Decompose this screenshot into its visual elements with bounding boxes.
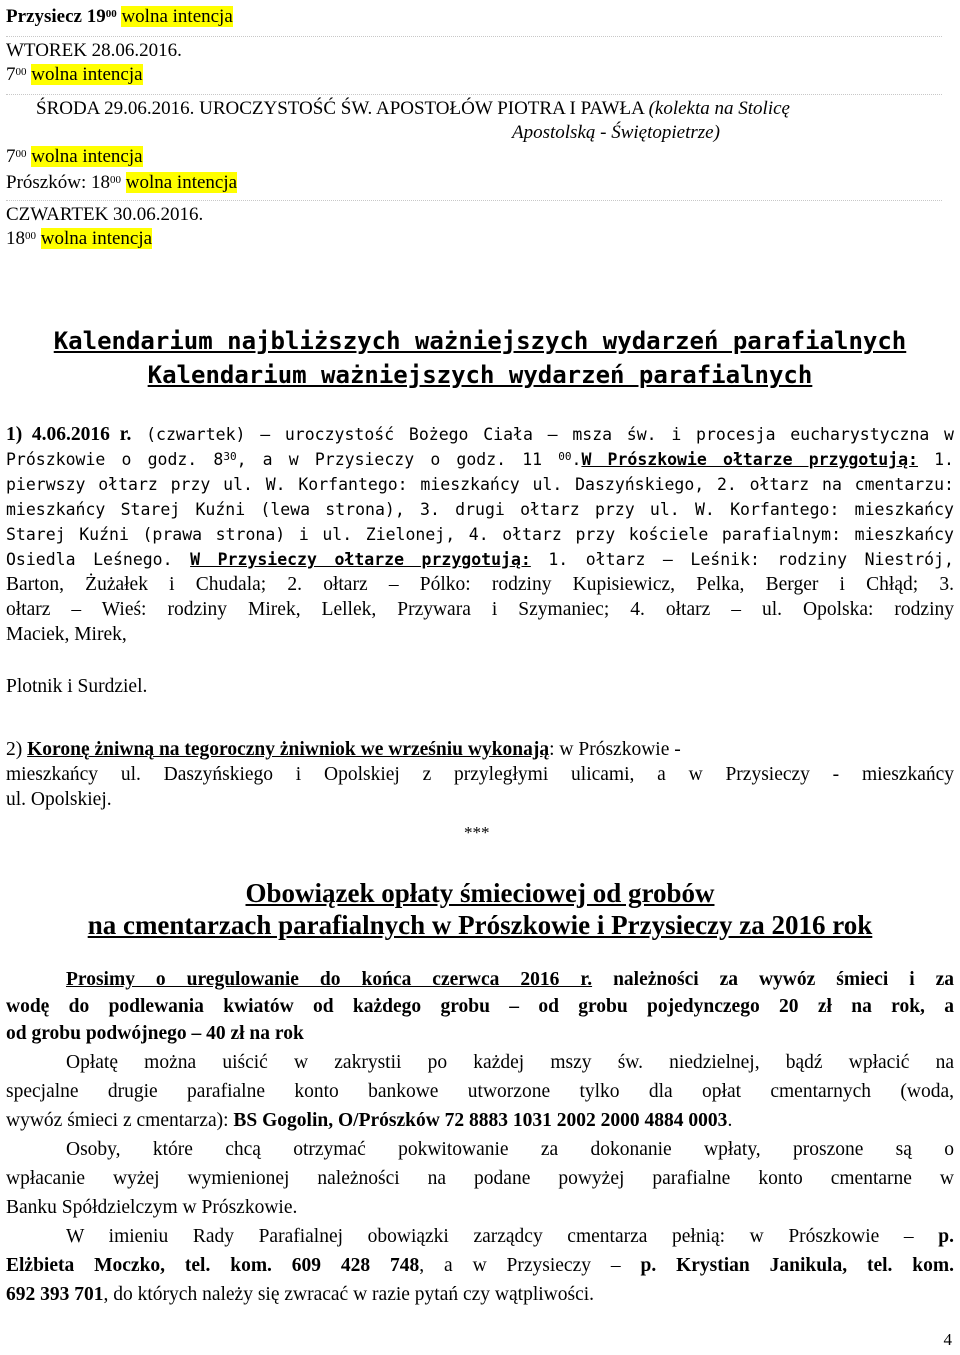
fee-p3-line-3: Banku Spółdzielczym w Prószkowie. (6, 1197, 298, 1218)
wednesday-heading: ŚRODA 29.06.2016. UROCZYSTOŚĆ ŚW. APOSTOŁÓW PIOTRA I PAWŁA (kolekta na Stolicę (36, 98, 790, 119)
item1-line-2: Prószkowie o godz. $8^{30}$, a w Przysieczy o godz. 11 $^{00}$.W Prószkowie ołtarze przygotują: 1. (6, 450, 954, 469)
fee-p4-line-1: W imieniu Rady Parafialnej obowiązki zarządcy cmentarza pełnią: w Prószkowie – p. (66, 1226, 954, 1247)
divider (6, 200, 942, 201)
divider (6, 36, 942, 37)
fee-p4-line-3: 692 393 701, do których należy się zwracać w razie pytań czy wątpliwości. (6, 1284, 595, 1305)
item1-line-8: ołtarz – Wieś: rodziny Mirek, Lellek, Przywara i Szymaniec; 4. ołtarz – ul. Opolska: rodziny (6, 599, 954, 620)
fee-title-2: na cmentarzach parafialnych w Prószkowie i Przysieczy za 2016 rok (87, 910, 873, 940)
fee-p2-line-2: specjalne drugie parafialne konto bankowe utworzone tylko dla opłat cmentarnych (woda, (6, 1081, 954, 1102)
fee-p3-line-2: wpłacanie wyżej wymienionej należności na podane powyżej parafialne konto cmentarne w (6, 1168, 954, 1189)
item1-line-1: 1) 4.06.2016 r. (czwartek) – uroczystość Bożego Ciała – msza św. i procesja eucharystyczna w (6, 424, 954, 445)
wednesday-mass: $7^{00}$ wolna intencja (6, 146, 143, 167)
fee-p1-line-2: wodę do podlewania kwiatów od każdego grobu – od grobu pojedynczego 20 zł na rok, a (6, 996, 954, 1017)
item2-line-2: mieszkańcy ul. Daszyńskiego i Opolskiej z przyległymi ulicami, a w Przysieczy - mieszkańcy (6, 764, 954, 785)
item1-line-10: Plotnik i Surdziel. (6, 676, 148, 697)
page-number: 4 (943, 1330, 952, 1349)
item2-line-3: ul. Opolskiej. (6, 789, 112, 810)
item1-line-3: pierwszy ołtarz przy ul. W. Korfantego: mieszkańcy ul. Daszyńskiego, 2. ołtarz na cmentarzu: (6, 475, 954, 494)
thursday-mass: $18^{00}$ wolna intencja (6, 228, 153, 249)
divider (6, 94, 942, 95)
fee-p4-line-2: Elżbieta Moczko, tel. kom. 609 428 748, a w Przysieczy – p. Krystian Janikula, tel. kom. (6, 1255, 954, 1276)
fee-p1-line-3: od grobu podwójnego – 40 zł na rok (6, 1023, 304, 1044)
fee-p1-line-1: Prosimy o uregulowanie do końca czerwca 2016 r. należności za wywóz śmieci i za (66, 969, 954, 990)
wednesday-heading-note: Apostolską - Świętopietrze) (512, 122, 720, 143)
calendar-title-1: Kalendarium najbliższych ważniejszych wydarzeń parafialnych (53, 327, 907, 355)
thursday-heading: CZWARTEK 30.06.2016. (6, 204, 204, 225)
calendar-title-2: Kalendarium ważniejszych wydarzeń parafialnych (147, 361, 813, 389)
fee-p2-line-3: wywóz śmieci z cmentarza): BS Gogolin, O/Prószków 72 8883 1031 2002 2000 4884 0003. (6, 1110, 733, 1131)
wednesday-proszkow-mass: Prószków: $18^{00}$ wolna intencja (6, 172, 238, 193)
przysiecz-mass: Przysiecz $19^{00}$ wolna intencja (6, 6, 233, 27)
tuesday-mass: $7^{00}$ wolna intencja (6, 64, 143, 85)
item1-line-6: Osiedla Leśnego. W Przysieczy ołtarze przygotują: 1. ołtarz – Leśnik: rodziny Niestrój, (6, 550, 954, 569)
fee-p2-line-1: Opłatę można uiścić w zakrystii po każdej mszy św. niedzielnej, bądź wpłacić na (66, 1052, 954, 1073)
item1-line-5: Starej Kuźni (prawa strona) i ul. Zielonej, 4. ołtarz przy kościele parafialnym: mieszkańcy (6, 525, 954, 544)
fee-p3-line-1: Osoby, które chcą otrzymać pokwitowanie za dokonanie wpłaty, proszone są o (66, 1139, 954, 1160)
fee-title-1: Obowiązek opłaty śmieciowej od grobów (245, 878, 715, 908)
item1-line-9: Maciek, Mirek, (6, 624, 127, 645)
item1-line-4: mieszkańcy Starej Kuźni (lewa strona), 3. drugi ołtarz przy ul. W. Korfantego: mieszkańcy (6, 500, 954, 519)
item2-line-1: 2) Koronę żniwną na tegoroczny żniwniok we wrześniu wykonają: w Prószkowie - (6, 739, 681, 760)
item1-line-7: Barton, Żużałek i Chudala; 2. ołtarz – Pólko: rodziny Kupisiewicz, Pelka, Berger i Chłąd; 3. (6, 574, 954, 595)
tuesday-heading: WTOREK 28.06.2016. (6, 40, 182, 61)
separator: *** (464, 823, 490, 842)
